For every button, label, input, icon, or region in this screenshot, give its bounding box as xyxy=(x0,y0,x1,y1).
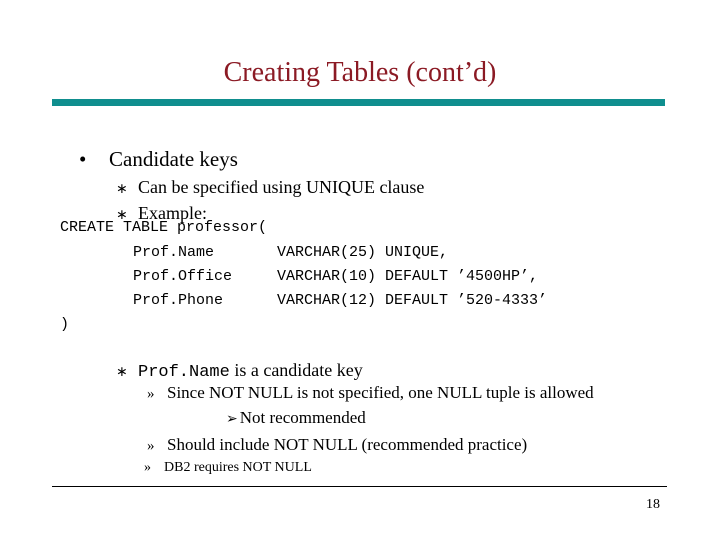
slide-title: Creating Tables (cont’d) xyxy=(223,57,497,88)
code-column-definition: VARCHAR(25) UNIQUE, xyxy=(277,244,449,261)
title-divider xyxy=(52,99,665,106)
arrow-bullet-icon: ➢ xyxy=(226,411,238,427)
code-close-paren: ) xyxy=(60,316,70,333)
code-column-name: Prof.Name xyxy=(133,244,215,261)
code-column-definition: VARCHAR(12) DEFAULT ’520-4333’ xyxy=(277,292,548,309)
code-create-table: CREATE TABLE professor( xyxy=(60,219,268,236)
point-marker: » xyxy=(147,386,155,402)
sub-bullet-text: Can be specified using UNIQUE clause xyxy=(138,177,425,197)
sub-bullet-text: is a candidate key xyxy=(229,360,363,380)
point-text: Should include NOT NULL (recommended practice) xyxy=(167,435,528,454)
page-number: 18 xyxy=(646,497,660,512)
code-column-definition: VARCHAR(10) DEFAULT ’4500HP’, xyxy=(277,268,539,285)
sub-bullet-text: Example: xyxy=(138,203,207,223)
sub-bullet-marker: ∗ xyxy=(116,364,128,380)
sub-bullet-example xyxy=(98,180,207,248)
bullet-text: Candidate keys xyxy=(109,147,238,171)
point-marker: » xyxy=(144,460,151,475)
point-text: DB2 requires NOT NULL xyxy=(164,460,312,475)
point-text: Since NOT NULL is not specified, one NULL tuple is allowed xyxy=(167,383,594,402)
footer-divider xyxy=(52,486,667,487)
code-column-name: Prof.Office xyxy=(133,268,233,285)
bullet-marker: • xyxy=(79,147,87,171)
sub-bullet-marker: ∗ xyxy=(116,181,128,197)
point-marker: » xyxy=(147,438,155,454)
code-column-name: Prof.Phone xyxy=(133,292,224,309)
note-text: Not recommended xyxy=(239,408,366,427)
code-term: Prof.Name xyxy=(138,363,230,382)
sub-bullet-marker: ∗ xyxy=(116,207,128,223)
